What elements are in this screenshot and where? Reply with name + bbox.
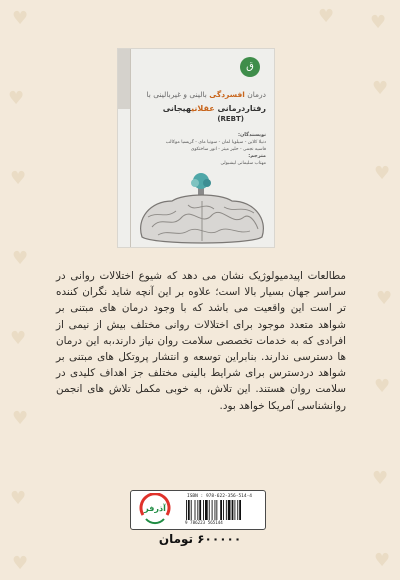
heart-icon: ♥ [372, 78, 389, 99]
heart-icon: ♥ [12, 248, 29, 269]
heart-icon: ♥ [10, 488, 27, 509]
heart-icon: ♥ [8, 88, 25, 109]
cover-subtitle: رفتاردرمانی عقلانیهیجانی [162, 104, 266, 113]
cover-title: درمان افسردگی بالینی و غیربالینی با [146, 90, 266, 99]
heart-icon: ♥ [12, 408, 29, 429]
publisher-badge-icon: ق [240, 57, 260, 77]
heart-icon: ♥ [372, 468, 389, 489]
brain-tree-illustration [132, 171, 272, 247]
heart-icon: ♥ [10, 168, 27, 189]
isbn-number: ISBN : 978-622-356-514-4 [187, 494, 253, 499]
heart-icon: ♥ [318, 6, 335, 27]
heart-icon: ♥ [370, 12, 387, 33]
publisher-logo-text: آذرفر [144, 504, 166, 513]
heart-icon: ♥ [374, 550, 391, 571]
heart-icon: ♥ [376, 288, 393, 309]
heart-icon: ♥ [12, 553, 29, 574]
heart-icon: ♥ [374, 163, 391, 184]
barcode-image [185, 500, 261, 520]
isbn-barcode-box [130, 490, 266, 530]
back-cover-description: مطالعات اپیدمیولوژیک نشان می دهد که شیوع اختلالات روانی در سراسر جهان بسیار بالا است؛ علاوه بر این آنچه شاید نگران کننده تر است این واقعیت می باشد که با وجود درمان های مبتنی بر شواهد متعدد موجود برای اختلالات روانی مختلف بیش از نیمی از افرادی که به خدمات تخصصی سلامت روان نیاز دارند،به این درمان ها دسترسی ندارند. بنابراین توسعه و انتشار پروتکل های مبتنی بر شواهد دردسترس برای شرایط بالینی مختلف جز اهداف کلیدی در سلامت روان هستند. این تلاش، به خوبی مکمل تلاش های انجمن روانشناسی آمریکا خواهد بود. [56, 270, 346, 412]
cover-translator: مترجم: مهتاب سلیمانی لیشبولی [220, 153, 266, 166]
barcode-digits: 9 786223 565144 [185, 520, 223, 525]
price-label: ۶۰۰۰۰۰ تومان [158, 532, 242, 546]
heart-icon: ♥ [374, 376, 391, 397]
cover-authors: نویسندگان: دنیلا کلاین - سیلویا لمان - سونیا مای - گریسیا موکالب فاسیه نجمی - حلیز میتر - انور ساختکوی [165, 132, 266, 153]
cover-abbreviation: (REBT) [217, 115, 244, 123]
heart-icon: ♥ [10, 328, 27, 349]
book-cover-thumbnail [117, 48, 275, 248]
heart-icon: ♥ [12, 8, 29, 29]
